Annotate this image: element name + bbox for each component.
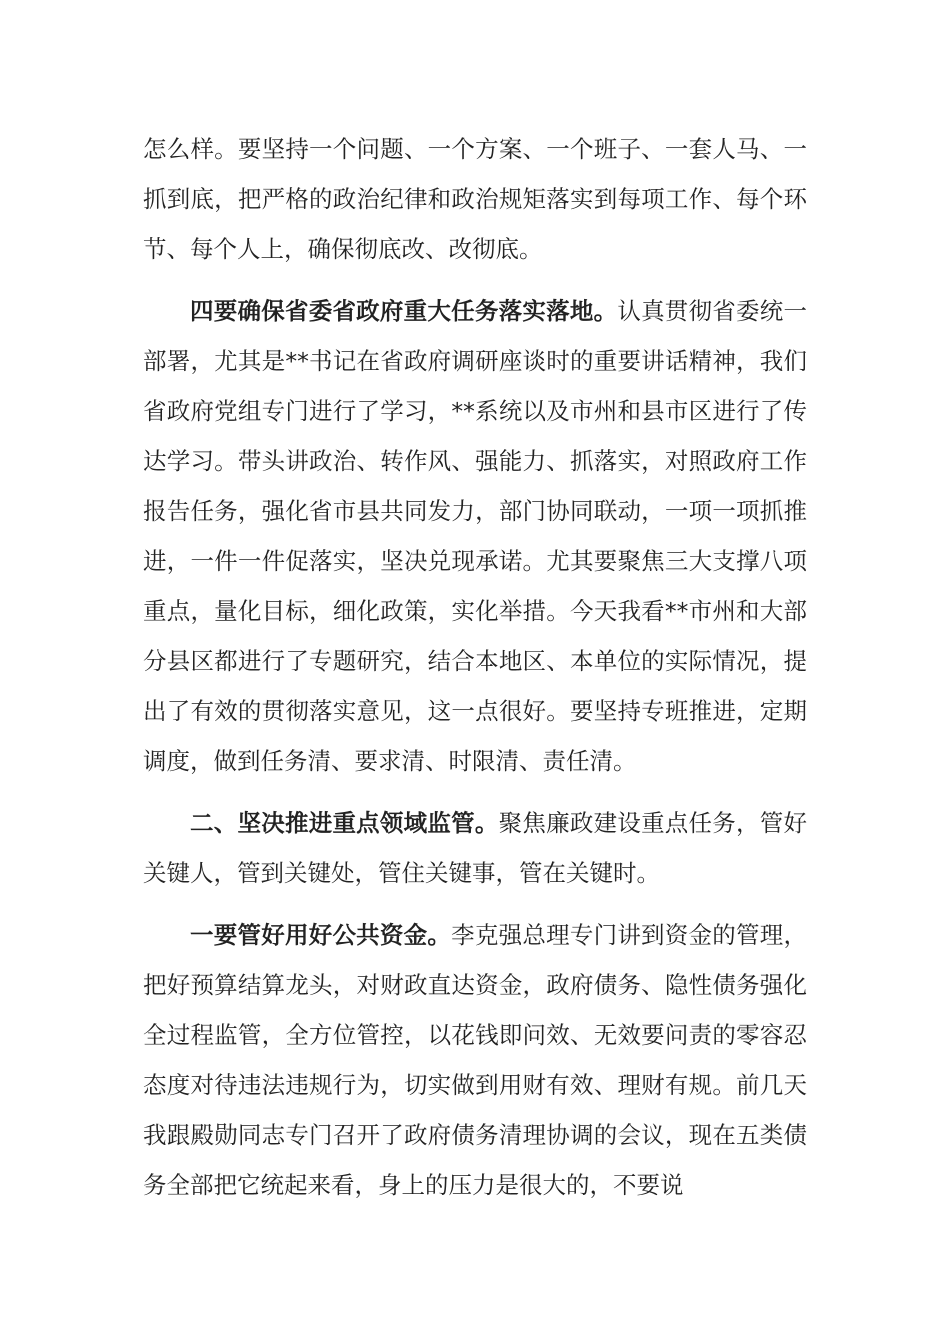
paragraph-section-two <box>143 798 807 898</box>
paragraph-public-funds <box>143 910 807 1210</box>
paragraph-lead-heading: 四要确保省委省政府重大任务落实落地。 <box>190 297 618 325</box>
paragraph-text: 怎么样。要坚持一个问题、一个方案、一个班子、一套人马、一抓到底，把严格的政治纪律和政治规矩落实到每项工作、每个环节、每个人上，确保彻底改、改彻底。 <box>143 135 807 263</box>
paragraph-text: 李克强总理专门讲到资金的管理，把好预算结算龙头，对财政直达资金，政府债务、隐性债务强化全过程监管，全方位管控，以花钱即问效、无效要问责的零容忍态度对待违法违规行为，切实做到用财有效、理财有规。前几天我跟殿勋同志专门召开了政府债务清理协调的会议，现在五类债务全部把它统起来看，身上的压力是很大的，不要说 <box>143 921 808 1199</box>
paragraph-continuation <box>143 124 807 274</box>
paragraph-text: 聚焦廉政建设重点任务，管好关键人，管到关键处，管住关键事，管在关键时。 <box>143 809 808 887</box>
section-heading: 二、坚决推进重点领域监管。 <box>190 809 499 837</box>
document-body <box>143 124 807 1210</box>
paragraph-lead-heading: 一要管好用好公共资金。 <box>190 921 452 949</box>
paragraph-text: 认真贯彻省委统一部署，尤其是**书记在省政府调研座谈时的重要讲话精神，我们省政府党组专门进行了学习，**系统以及市州和县市区进行了传达学习。带头讲政治、转作风、强能力、抓落实，对照政府工作报告任务，强化省市县共同发力，部门协同联动，一项一项抓推进，一件一件促落实，坚决兑现承诺。尤其要聚焦三大支撑八项重点，量化目标，细化政策，实化举措。今天我看**市州和大部分县区都进行了专题研究，结合本地区、本单位的实际情况，提出了有效的贯彻落实意见，这一点很好。要坚持专班推进，定期调度，做到任务清、要求清、时限清、责任清。 <box>143 297 808 775</box>
paragraph-major-tasks <box>143 286 807 786</box>
